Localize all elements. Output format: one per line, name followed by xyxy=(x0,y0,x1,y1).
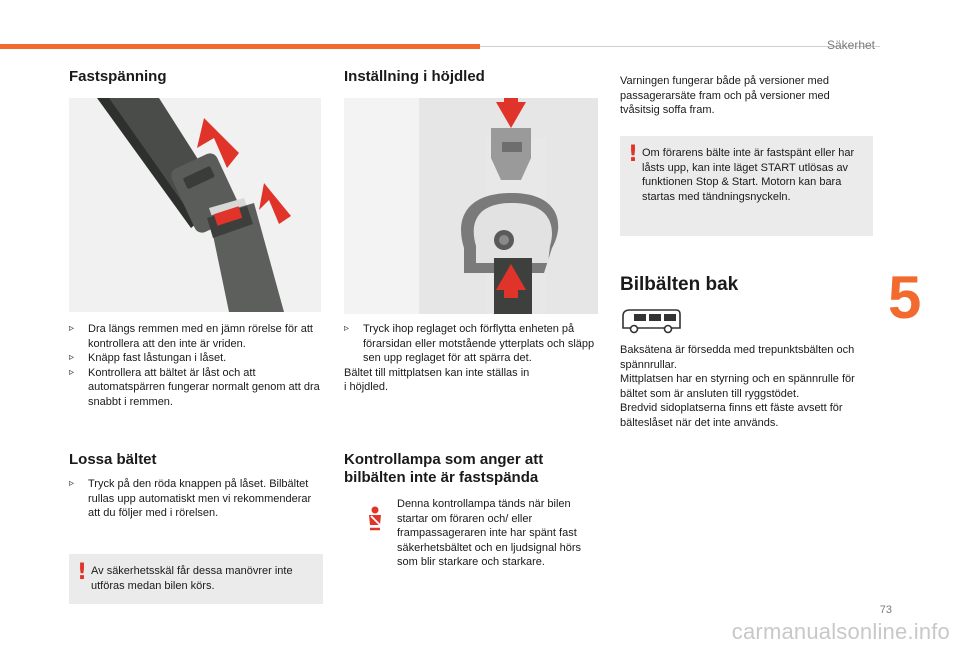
bullet-icon: ▹ xyxy=(69,352,75,364)
height-adjust-photo xyxy=(344,98,598,314)
header-rule xyxy=(480,46,880,47)
list-item xyxy=(69,366,324,410)
heading-kontrollampa xyxy=(344,451,543,487)
height-adjuster-illustration xyxy=(344,98,598,314)
buckle-illustration xyxy=(69,98,321,312)
intro-text: Varningen fungerar både på versioner med passagerarsäte fram och på versioner med tvåsitsig soffa fram. xyxy=(620,75,830,117)
heading-lossa-baltet: Lossa bältet xyxy=(69,451,157,468)
heading-hojdled: Inställning i höjdled xyxy=(344,68,485,85)
rear-text-3: Bredvid sidoplatserna finns ett fäste avsett för bälteslåset när det inte används. xyxy=(620,402,843,429)
warning-text: Av säkerhetsskäl får dessa manövrer inte utföras medan bilen körs. xyxy=(91,565,293,592)
section-title: Säkerhet xyxy=(826,38,875,52)
bullet-icon: ▹ xyxy=(69,478,75,489)
heading-fastspanning: Fastspänning xyxy=(69,68,167,85)
seatbelt-warning-icon xyxy=(362,505,388,531)
hojdled-steps xyxy=(344,322,600,395)
list-item xyxy=(69,351,324,366)
fastspanning-steps xyxy=(69,322,324,410)
list-item-text: Knäpp fast låstungan i låset. xyxy=(88,352,227,365)
watermark: carmanualsonline.info xyxy=(731,619,950,644)
warning-icon: ! xyxy=(77,560,88,585)
warning-text: Om förarens bälte inte är fastspänt eller har låsts upp, kan inte läget START utlösas av funktionen Stop & Start. Motorn kan bara startas med tändningsnyckeln. xyxy=(642,147,855,203)
heading-line: Kontrollampa som anger att xyxy=(344,451,544,468)
heading-line: bilbälten inte är fastspända xyxy=(344,469,539,486)
list-item xyxy=(69,322,324,351)
warning-box-stop-start xyxy=(620,136,873,236)
bullet-icon: ▹ xyxy=(344,323,350,334)
list-item-text: Kontrollera att bältet är låst och att automatspärren fungerar normalt genom att dra snabbt i remmen. xyxy=(88,366,320,408)
lossa-steps xyxy=(69,477,324,521)
list-item-text: Tryck på den röda knappen på låset. Bilbältet rullas upp automatiskt men vi rekommenderar att du följer med i rörelsen. xyxy=(88,478,312,520)
warning-box-lossa xyxy=(69,554,323,604)
rear-text-1: Baksätena är försedda med trepunktsbälten och spännrullar. xyxy=(620,344,855,371)
bullet-icon: ▹ xyxy=(69,323,75,334)
van-icon xyxy=(620,306,682,334)
list-item-text: Tryck ihop reglaget och förflytta enheten på förarsidan eller motstående ytterplats och släpp sen upp reglaget för att spärra det. xyxy=(363,323,595,365)
rear-belts-text xyxy=(620,343,872,431)
chapter-number: 5 xyxy=(888,264,922,331)
orange-header-bar xyxy=(0,44,480,49)
list-item xyxy=(344,322,600,366)
bullet-icon: ▹ xyxy=(69,366,75,378)
note-text-line: Bältet till mittplatsen kan inte ställas in xyxy=(344,366,530,379)
list-item xyxy=(69,477,324,521)
page-number: 73 xyxy=(879,604,892,616)
heading-bilbalten-bak: Bilbälten bak xyxy=(620,274,739,295)
list-item-text: Dra längs remmen med en jämn rörelse för att kontrollera att den inte är vriden. xyxy=(88,323,313,350)
warning-icon: ! xyxy=(628,142,639,167)
kontrollampa-text: Denna kontrollampa tänds när bilen startar om föraren och/ eller frampassageraren inte har spänt fast säkerhetsbältet och en ljudsignal hörs som blir starkare och starkare. xyxy=(397,498,582,569)
buckle-fastening-photo xyxy=(69,98,321,312)
note-text-line: i höjdled. xyxy=(344,381,389,394)
rear-text-2: Mittplatsen har en styrning och en spännrulle för bältet som är ansluten till ryggstödet. xyxy=(620,373,855,400)
